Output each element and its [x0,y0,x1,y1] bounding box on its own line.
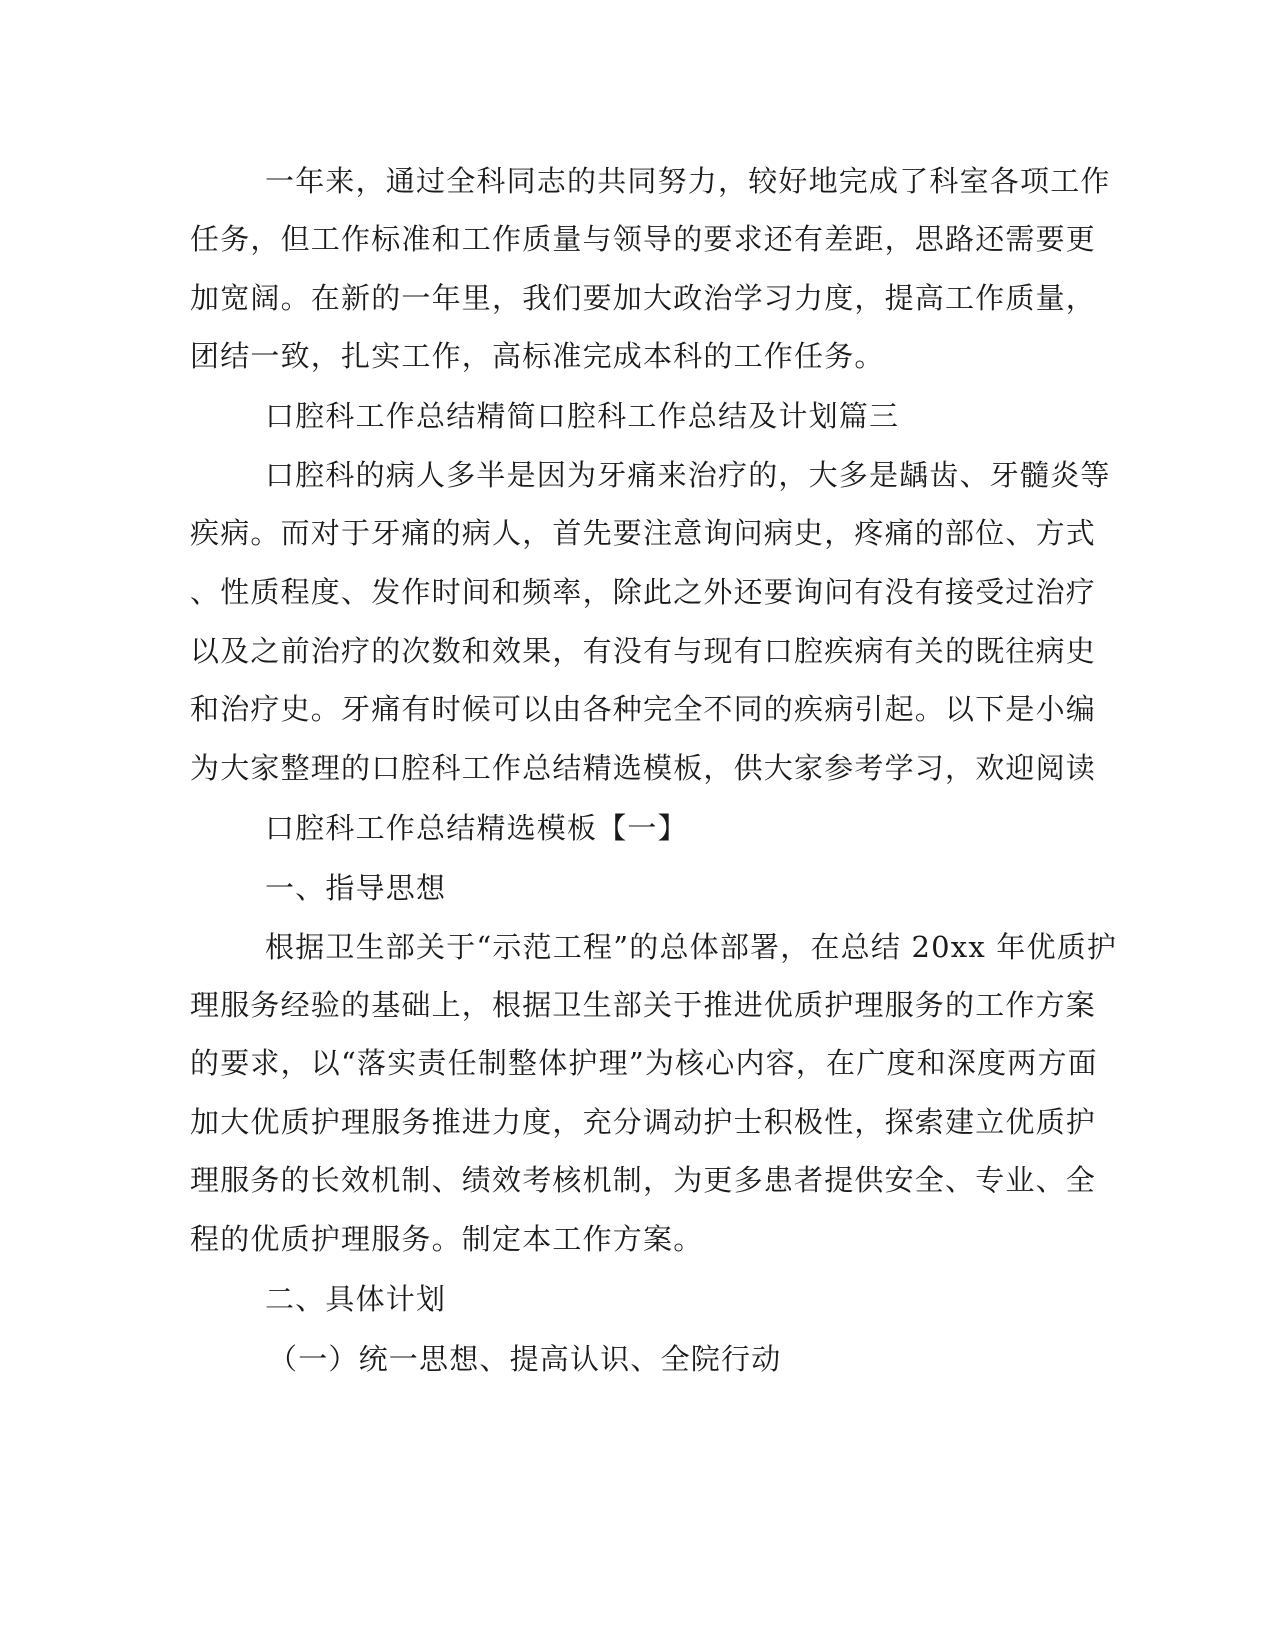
paragraph-line: 、性质程度、发作时间和频率，除此之外还要询问有没有接受过治疗 [190,575,1097,609]
paragraph-line: 加宽阔。在新的一年里，我们要加大政治学习力度，提高工作质量， [190,281,1097,315]
paragraph-line: 团结一致，扎实工作，高标准完成本科的工作任务。 [190,339,885,373]
paragraph-line: 疾病。而对于牙痛的病人，首先要注意询问病史，疼痛的部位、方式 [190,516,1097,550]
paragraph-line: 为大家整理的口腔科工作总结精选模板，供大家参考学习，欢迎阅读 [190,751,1097,785]
paragraph-line: 和治疗史。牙痛有时候可以由各种完全不同的疾病引起。以下是小编 [190,692,1097,726]
paragraph-line: 以及之前治疗的次数和效果，有没有与现有口腔疾病有关的既往病史 [190,634,1097,668]
paragraph-line: 程的优质护理服务。制定本工作方案。 [190,1222,704,1256]
paragraph-line: 口腔科的病人多半是因为牙痛来治疗的，大多是龋齿、牙髓炎等 [265,458,1111,492]
section-heading: 口腔科工作总结精选模板【一】 [265,811,688,845]
section-heading: 二、具体计划 [265,1282,447,1316]
paragraph-line: 一年来，通过全科同志的共同努力，较好地完成了科室各项工作 [265,164,1111,198]
paragraph-line: 任务，但工作标准和工作质量与领导的要求还有差距，思路还需要更 [190,222,1097,256]
paragraph-line: 根据卫生部关于“示范工程”的总体部署，在总结 20xx 年优质护 [265,930,1118,964]
paragraph-line: 加大优质护理服务推进力度，充分调动护士积极性，探索建立优质护 [190,1105,1097,1139]
paragraph-line: 理服务的长效机制、绩效考核机制，为更多患者提供安全、专业、全 [190,1163,1097,1197]
section-heading: 口腔科工作总结精简口腔科工作总结及计划篇三 [265,399,900,433]
paragraph-line: 的要求，以“落实责任制整体护理”为核心内容，在广度和深度两方面 [190,1046,1098,1080]
paragraph-line: 理服务经验的基础上，根据卫生部关于推进优质护理服务的工作方案 [190,988,1097,1022]
section-heading: （一）统一思想、提高认识、全院行动 [268,1342,782,1376]
section-heading: 一、指导思想 [265,871,447,905]
